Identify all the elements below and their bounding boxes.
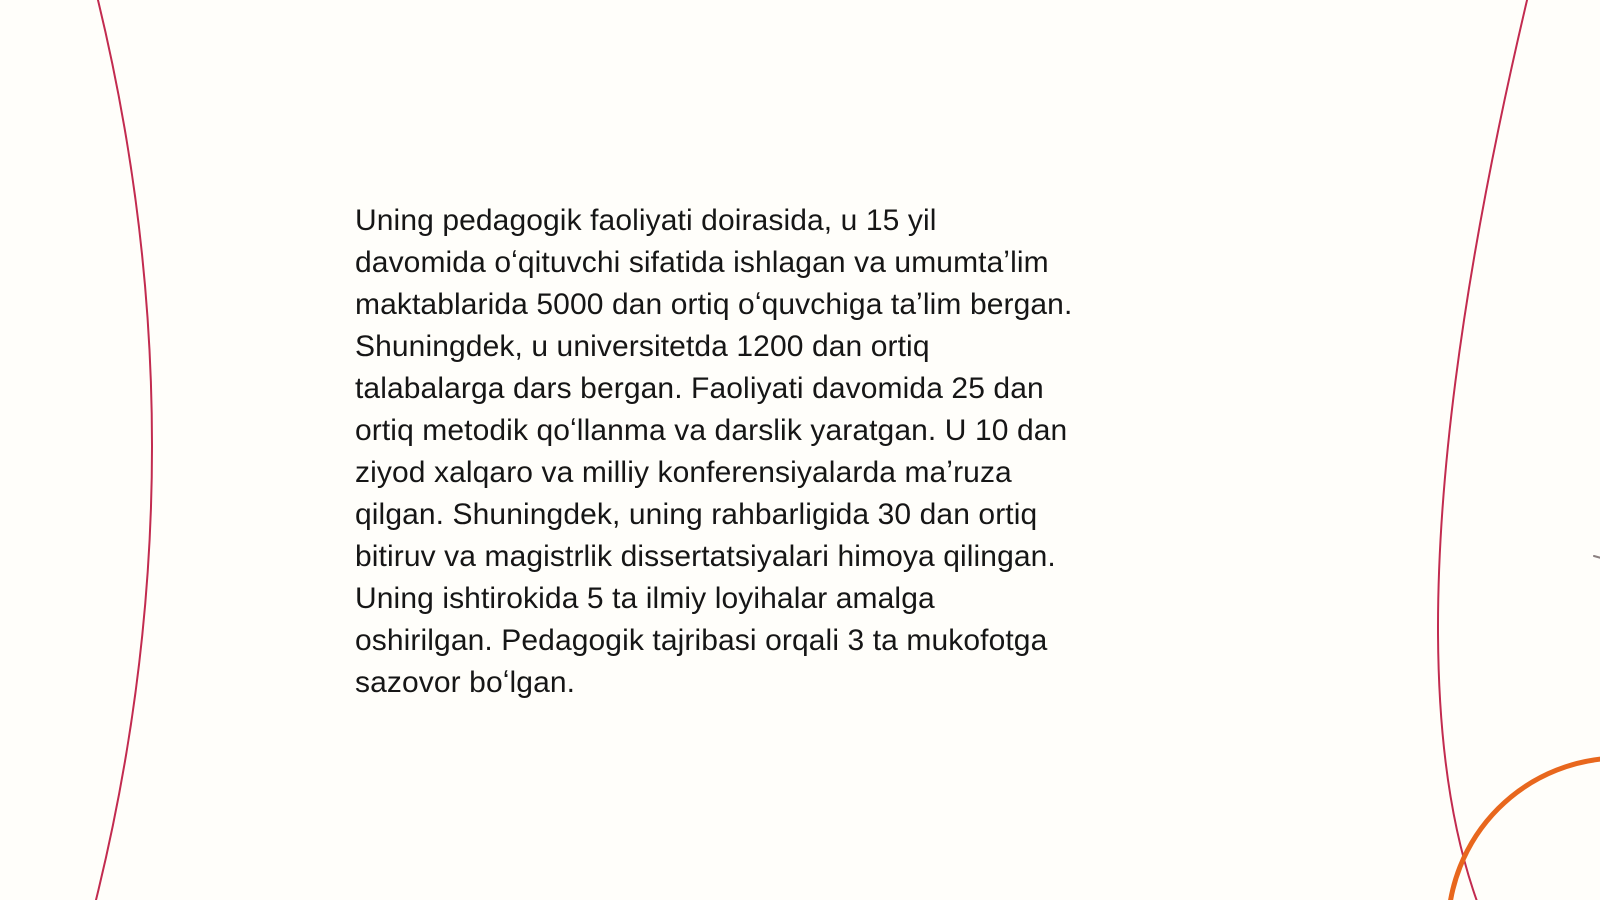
bottom-right-orange-circle-arc (1448, 758, 1600, 900)
paragraph-line: bitiruv va magistrlik dissertatsiyalari himoya qilingan. (355, 540, 1056, 573)
paragraph-line: Shuningdek, u universitetda 1200 dan ortiq (355, 330, 930, 363)
paragraph-line: Uning ishtirokida 5 ta ilmiy loyihalar amalga (355, 582, 935, 615)
paragraph-line: oshirilgan. Pedagogik tajribasi orqali 3 ta mukofotga (355, 624, 1048, 657)
left-red-curve (95, 0, 152, 900)
paragraph-line: ortiq metodik qoʻllanma va darslik yaratgan. U 10 dan (355, 414, 1068, 447)
biography-paragraph (355, 200, 1255, 704)
right-edge-tick-mark (1594, 556, 1600, 558)
paragraph-line: qilgan. Shuningdek, uning rahbarligida 30 dan ortiq (355, 498, 1038, 531)
paragraph-line: Uning pedagogik faoliyati doirasida, u 15 yil (355, 204, 937, 237)
paragraph-line: talabalarga dars bergan. Faoliyati davomida 25 dan (355, 372, 1044, 405)
paragraph-line: ziyod xalqaro va milliy konferensiyalarda maʼruza (355, 456, 1012, 489)
right-red-curve (1438, 0, 1528, 900)
paragraph-line: maktablarida 5000 dan ortiq oʻquvchiga taʼlim bergan. (355, 288, 1073, 321)
paragraph-line: sazovor boʻlgan. (355, 666, 576, 699)
paragraph-line: davomida oʻqituvchi sifatida ishlagan va umumtaʼlim (355, 246, 1049, 279)
